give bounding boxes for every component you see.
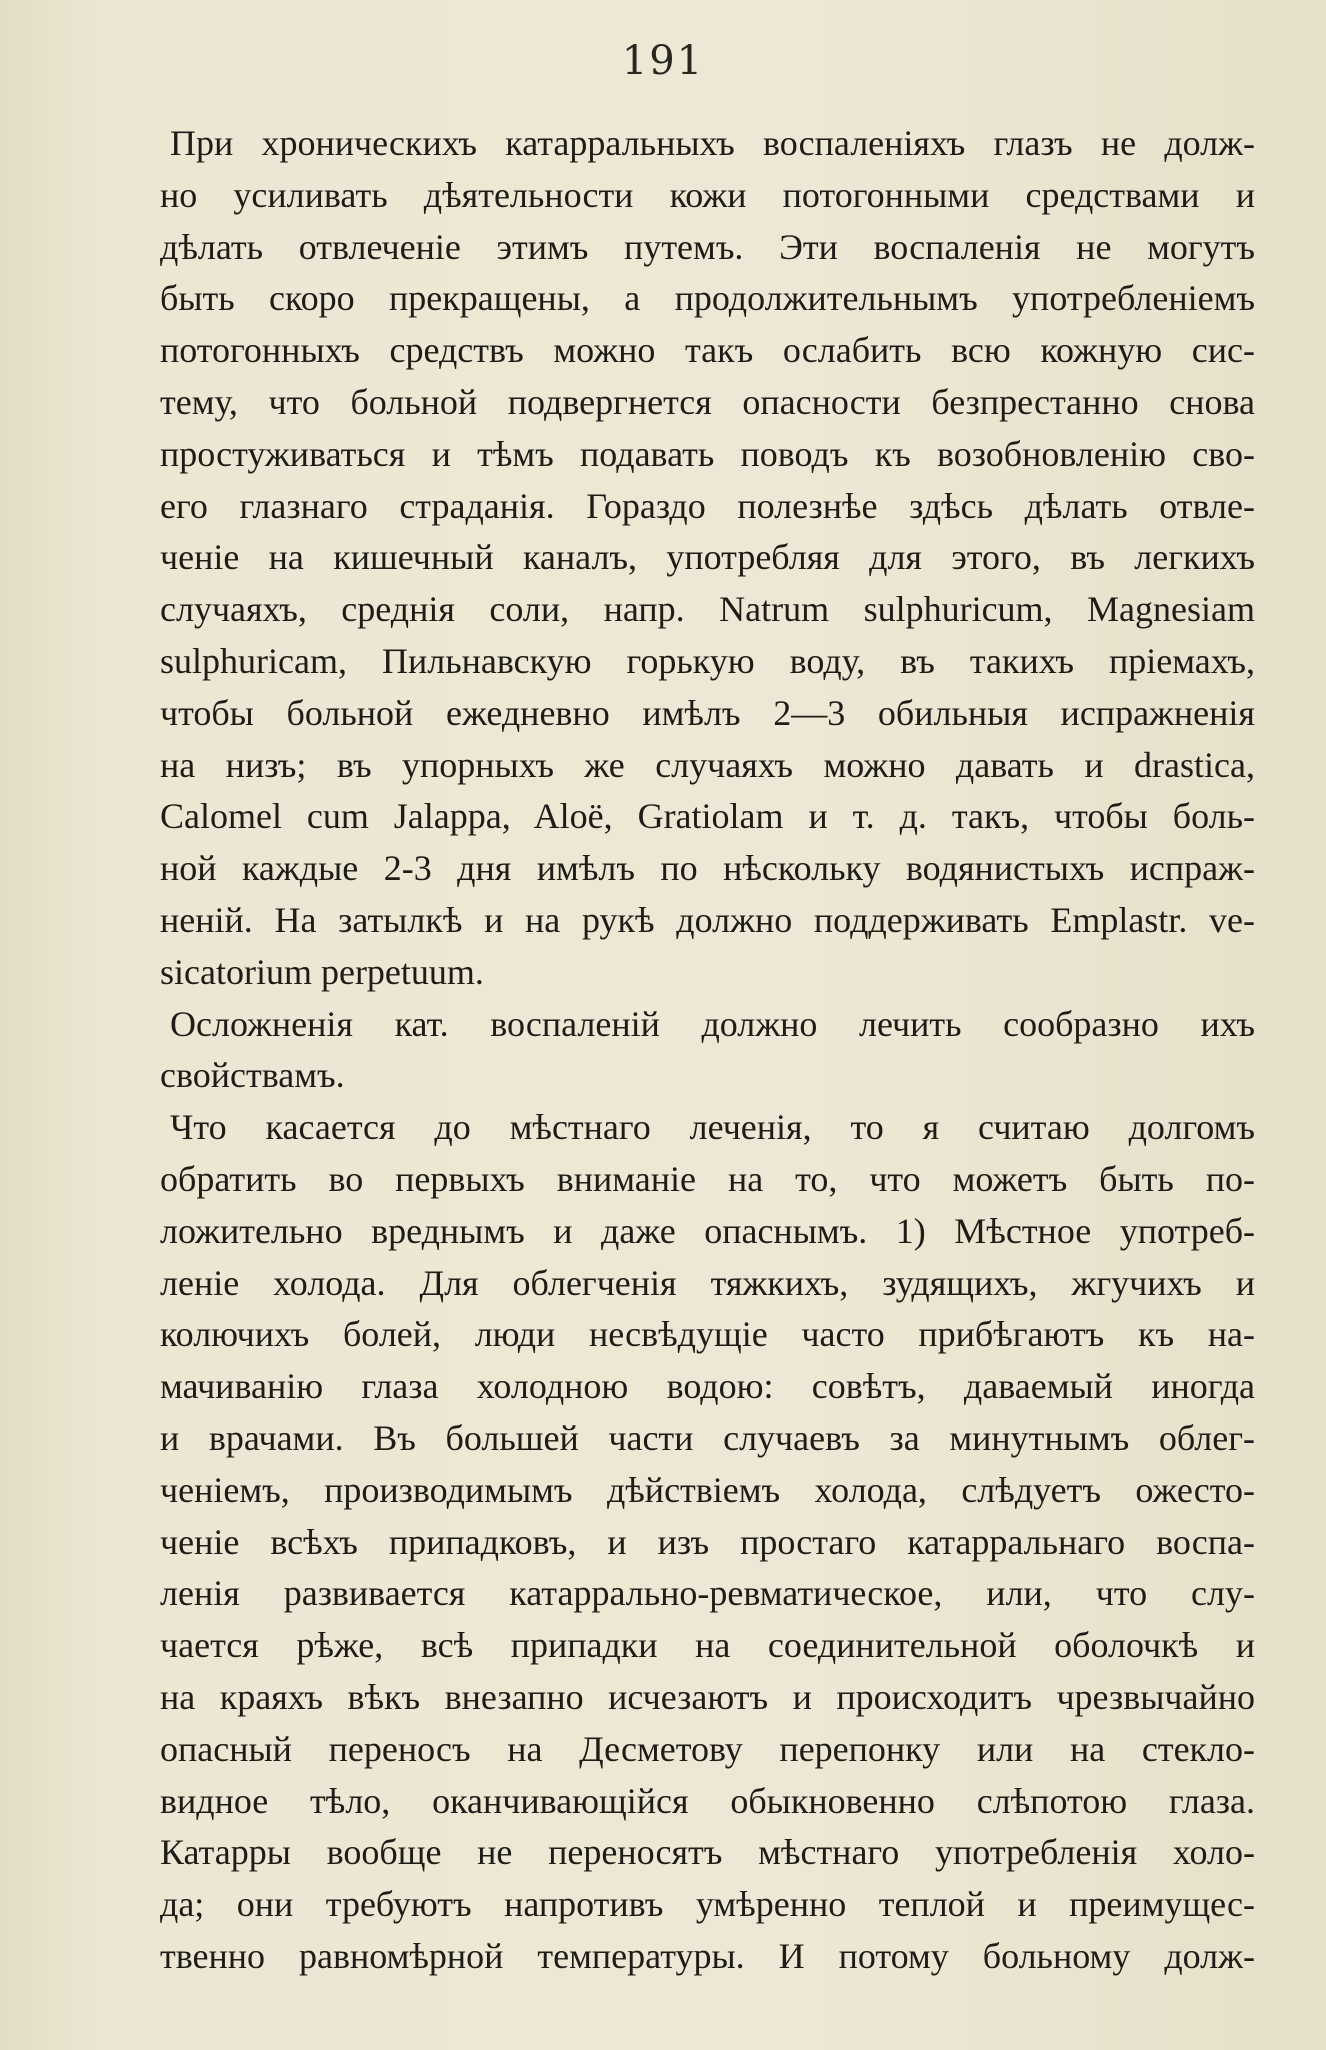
text-line: sicatorium perpetuum. bbox=[160, 951, 484, 992]
text-line: Осложненія кат. воспаленій должно лечить сообразно ихъ bbox=[170, 1003, 1255, 1044]
text-line: и врачами. Въ большей части случаевъ за минутнымъ облег- bbox=[160, 1417, 1255, 1458]
text-line: на низъ; въ упорныхъ же случаяхъ можно давать и drastica, bbox=[160, 744, 1255, 785]
text-line: чается рѣже, всѣ припадки на соединительной оболочкѣ и bbox=[160, 1625, 1255, 1666]
text-line: случаяхъ, среднія соли, напр. Natrum sulphuricum, Magnesiam bbox=[160, 589, 1255, 630]
text-line: мачиванію глаза холодною водою: совѣтъ, даваемый иногда bbox=[160, 1366, 1255, 1407]
text-line: потогонныхъ средствъ можно такъ ослабить всю кожную сис- bbox=[160, 330, 1255, 371]
text-line: ной каждые 2-3 дня имѣлъ по нѣскольку водянистыхъ испраж- bbox=[160, 848, 1255, 889]
text-line: Что касается до мѣстнаго леченія, то я считаю долгомъ bbox=[170, 1107, 1255, 1148]
text-line: видное тѣло, оканчивающійся обыкновенно слѣпотою глаза. bbox=[160, 1780, 1255, 1821]
text-line: твенно равномѣрной температуры. И потому больному долж- bbox=[160, 1935, 1255, 1976]
text-line: ленія развивается катаррально-ревматическое, или, что слу- bbox=[160, 1573, 1255, 1614]
text-line: При хроническихъ катарральныхъ воспаленіяхъ глазъ не долж- bbox=[170, 123, 1255, 163]
page-number: 191 bbox=[621, 38, 705, 84]
text-line: простуживаться и тѣмъ подавать поводъ къ возобновленію сво- bbox=[160, 433, 1255, 474]
text-line: ложительно вреднымъ и даже опаснымъ. 1) Мѣстное употреб- bbox=[160, 1210, 1255, 1251]
text-line: дѣлать отвлеченіе этимъ путемъ. Эти воспаленія не могутъ bbox=[160, 226, 1255, 267]
text-line: тему, что больной подвергнется опасности безпрестанно снова bbox=[160, 381, 1255, 422]
text-line: да; они требуютъ напротивъ умѣренно теплой и преимущес- bbox=[160, 1884, 1255, 1925]
text-line: леніе холода. Для облегченія тяжкихъ, зудящихъ, жгучихъ и bbox=[160, 1262, 1255, 1303]
text-line: неній. На затылкѣ и на рукѣ должно поддерживать Emplastr. ve- bbox=[160, 899, 1255, 940]
text-line: опасный переносъ на Десметову перепонку или на стекло- bbox=[160, 1728, 1255, 1769]
text-line: обратить во первыхъ вниманіе на то, что можетъ быть по- bbox=[160, 1158, 1255, 1199]
text-line: sulphuricam, Пильнавскую горькую воду, въ такихъ пріемахъ, bbox=[160, 640, 1255, 681]
text-line: но усиливать дѣятельности кожи потогонными средствами и bbox=[160, 174, 1255, 215]
text-line: ченіе всѣхъ припадковъ, и изъ простаго катарральнаго воспа- bbox=[160, 1521, 1255, 1562]
text-line: ченіемъ, производимымъ дѣйствіемъ холода, слѣдуетъ ожесто- bbox=[160, 1469, 1255, 1510]
text-line: свойствамъ. bbox=[160, 1055, 345, 1096]
text-line: колючихъ болей, люди несвѣдущіе часто прибѣгаютъ къ на- bbox=[160, 1314, 1255, 1355]
body-text bbox=[160, 118, 1255, 1983]
text-line: его глазнаго страданія. Гораздо полезнѣе здѣсь дѣлать отвле- bbox=[160, 485, 1255, 526]
text-line: быть скоро прекращены, а продолжительнымъ употребленіемъ bbox=[160, 278, 1255, 319]
text-line: ченіе на кишечный каналъ, употребляя для этого, въ легкихъ bbox=[160, 537, 1255, 578]
text-line: чтобы больной ежедневно имѣлъ 2—3 обильныя испражненія bbox=[160, 692, 1255, 733]
text-line: Calomel cum Jalappa, Aloë, Gratiolam и т. д. такъ, чтобы боль- bbox=[160, 796, 1255, 837]
text-line: Катарры вообще не переносятъ мѣстнаго употребленія холо- bbox=[160, 1832, 1255, 1873]
text-line: на краяхъ вѣкъ внезапно исчезаютъ и происходитъ чрезвычайно bbox=[160, 1676, 1255, 1717]
